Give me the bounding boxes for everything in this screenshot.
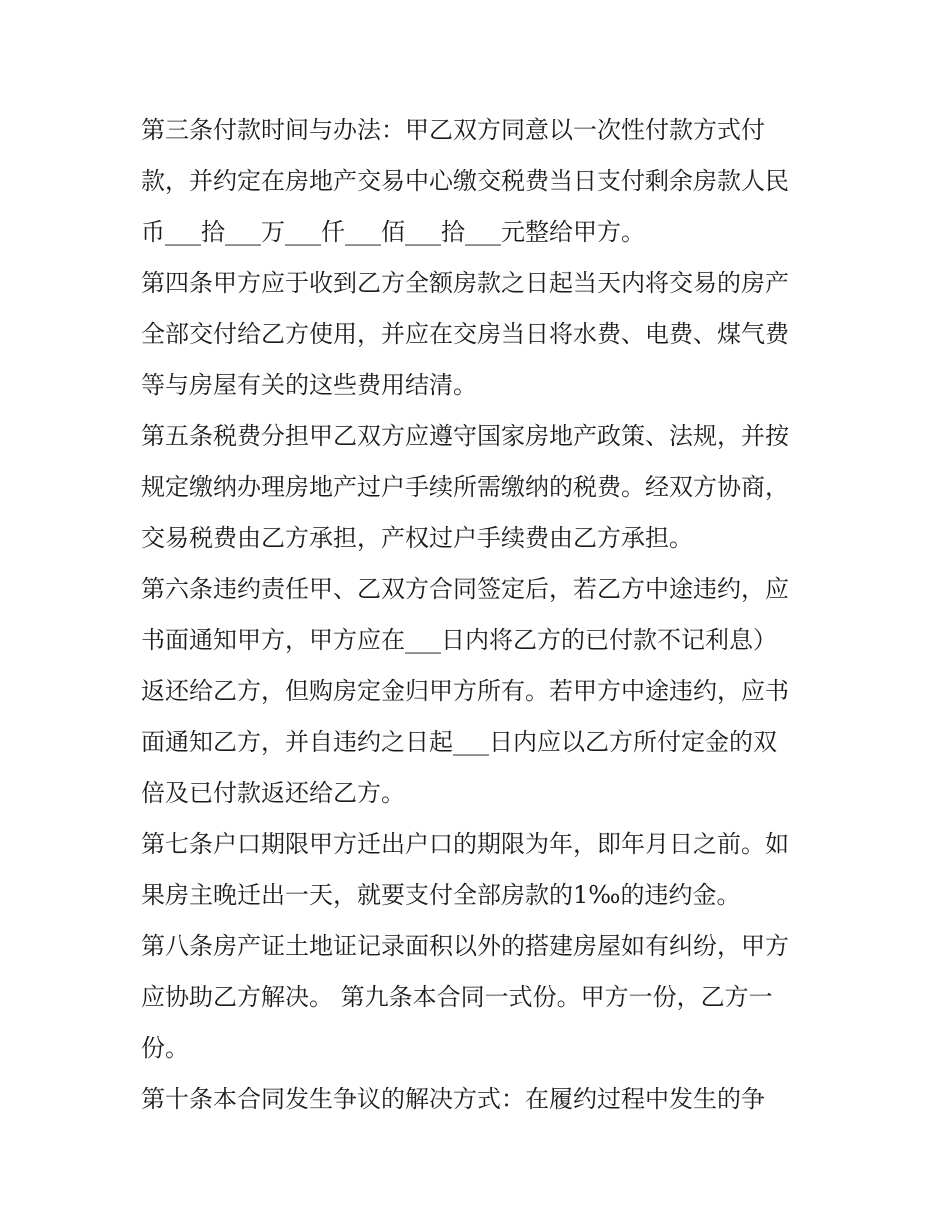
text-line: 应协助乙方解决。 第九条本合同一式份。甲方一份，乙方一 [141,983,773,1011]
text-line: 面通知乙方，并自违约之日起___日内应以乙方所付定金的双 [141,728,777,756]
text-line: 规定缴纳办理房地产过户手续所需缴纳的税费。经双方协商， [141,473,789,501]
text-line: 币___拾___万___仟___佰___拾___元整给甲方。 [141,218,645,246]
text-line: 第四条甲方应于收到乙方全额房款之日起当天内将交易的房产 [141,269,789,297]
text-line: 第八条房产证土地证记录面积以外的搭建房屋如有纠纷，甲方 [141,932,789,960]
text-line: 全部交付给乙方使用，并应在交房当日将水费、电费、煤气费 [141,320,789,348]
text-line: 第五条税费分担甲乙双方应遵守国家房地产政策、法规，并按 [141,422,789,450]
text-line: 交易税费由乙方承担，产权过户手续费由乙方承担。 [141,524,693,552]
text-line: 果房主晚迁出一天，就要支付全部房款的1‰的违约金。 [141,881,741,909]
text-line: 第七条户口期限甲方迁出户口的期限为年，即年月日之前。如 [141,830,789,858]
contract-body [141,105,821,1125]
text-line: 第十条本合同发生争议的解决方式：在履约过程中发生的争 [141,1085,765,1113]
text-line: 返还给乙方，但购房定金归甲方所有。若甲方中途违约，应书 [141,677,789,705]
text-line: 等与房屋有关的这些费用结清。 [141,371,477,399]
text-line: 书面通知甲方，甲方应在___日内将乙方的已付款不记利息） [141,626,777,654]
text-line: 第三条付款时间与办法：甲乙双方同意以一次性付款方式付 [141,116,765,144]
text-line: 倍及已付款返还给乙方。 [141,779,405,807]
text-line: 款，并约定在房地产交易中心缴交税费当日支付剩余房款人民 [141,167,789,195]
text-line: 第六条违约责任甲、乙双方合同签定后，若乙方中途违约，应 [141,575,789,603]
text-line: 份。 [141,1034,189,1062]
